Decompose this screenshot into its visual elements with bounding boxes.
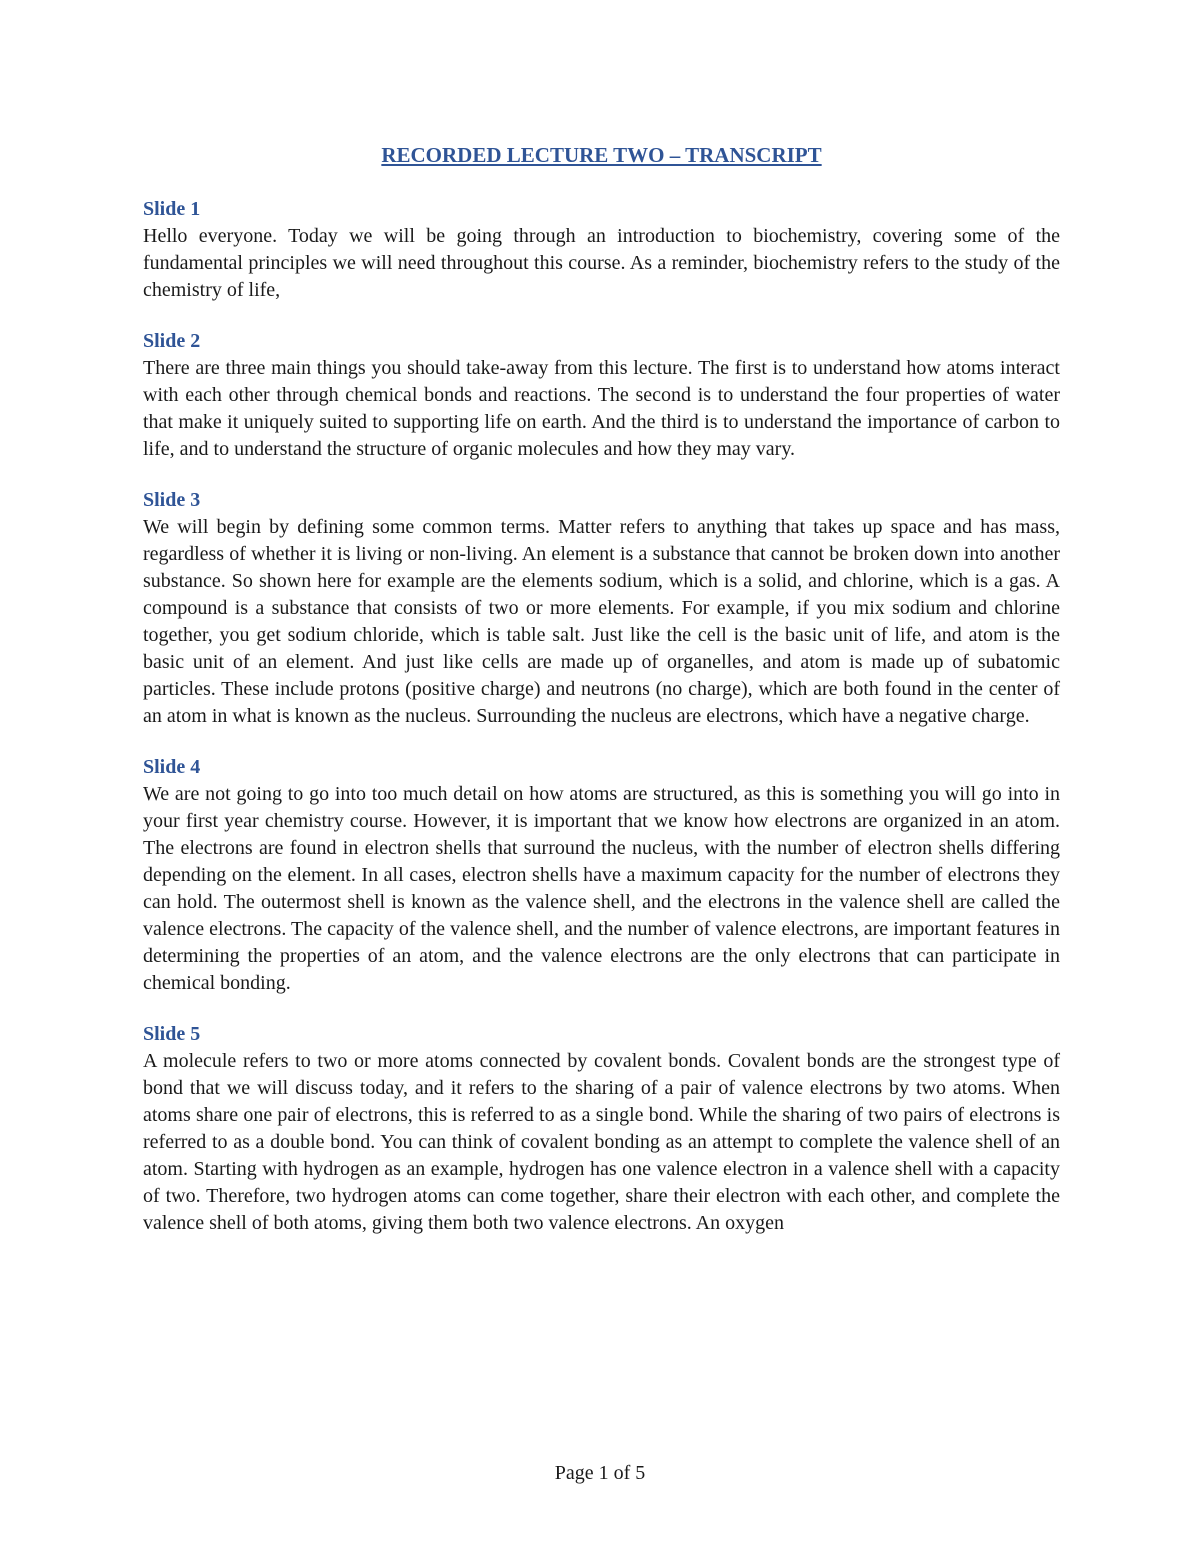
page-footer: Page 1 of 5 xyxy=(554,1462,646,1484)
slide-body: There are three main things you should take-away from this lecture. The first is to understand how atoms interact with each other through chemical bonds and reactions. The second is to understand the four properties of water that make it uniquely suited to supporting life on earth. And the third is to understand the importance of carbon to life, and to understand the structure of organic molecules and how they may vary. xyxy=(143,357,1060,460)
slide-section-2 xyxy=(143,328,1060,463)
slide-body: We are not going to go into too much detail on how atoms are structured, as this is something you will go into in your first year chemistry course. However, it is important that we know how electrons are organized in an atom. The electrons are found in electron shells that surround the nucleus, with the number of electron shells differing depending on the element. In all cases, electron shells have a maximum capacity for the number of electrons they can hold. The outermost shell is known as the valence shell, and the electrons in the valence shell are called the valence electrons. The capacity of the valence shell, and the number of valence electrons, are important features in determining the properties of an atom, and the valence electrons are the only electrons that can participate in chemical bonding. xyxy=(143,783,1060,994)
slide-section-1 xyxy=(143,196,1060,304)
slide-section-5 xyxy=(143,1021,1060,1237)
slide-body: A molecule refers to two or more atoms connected by covalent bonds. Covalent bonds are the strongest type of bond that we will discuss today, and it refers to the sharing of a pair of valence electrons by two atoms. When atoms share one pair of electrons, this is referred to as a single bond. While the sharing of two pairs of electrons is referred to as a double bond. You can think of covalent bonding as an attempt to complete the valence shell of an atom. Starting with hydrogen as an example, hydrogen has one valence electron in a valence shell with a capacity of two. Therefore, two hydrogen atoms can come together, share their electron with each other, and complete the valence shell of both atoms, giving them both two valence electrons. An oxygen xyxy=(143,1050,1060,1234)
slide-heading: Slide 4 xyxy=(143,756,201,778)
slide-section-3 xyxy=(143,487,1060,730)
document-page xyxy=(143,140,1060,1261)
slide-heading: Slide 1 xyxy=(143,198,201,220)
slide-body: Hello everyone. Today we will be going through an introduction to biochemistry, covering some of the fundamental principles we will need throughout this course. As a reminder, biochemistry refers to the study of the chemistry of life, xyxy=(143,225,1060,301)
slide-body: We will begin by defining some common terms. Matter refers to anything that takes up space and has mass, regardless of whether it is living or non-living. An element is a substance that cannot be broken down into another substance. So shown here for example are the elements sodium, which is a solid, and chlorine, which is a gas. A compound is a substance that consists of two or more elements. For example, if you mix sodium and chlorine together, you get sodium chloride, which is table salt. Just like the cell is the basic unit of life, and atom is the basic unit of an element. And just like cells are made up of organelles, and atom is made up of subatomic particles. These include protons (positive charge) and neutrons (no charge), which are both found in the center of an atom in what is known as the nucleus. Surrounding the nucleus are electrons, which have a negative charge. xyxy=(143,516,1060,727)
document-title: RECORDED LECTURE TWO – TRANSCRIPT xyxy=(381,143,822,167)
slide-heading: Slide 5 xyxy=(143,1023,201,1045)
slide-heading: Slide 2 xyxy=(143,330,201,352)
slide-heading: Slide 3 xyxy=(143,489,201,511)
slide-section-4 xyxy=(143,754,1060,997)
